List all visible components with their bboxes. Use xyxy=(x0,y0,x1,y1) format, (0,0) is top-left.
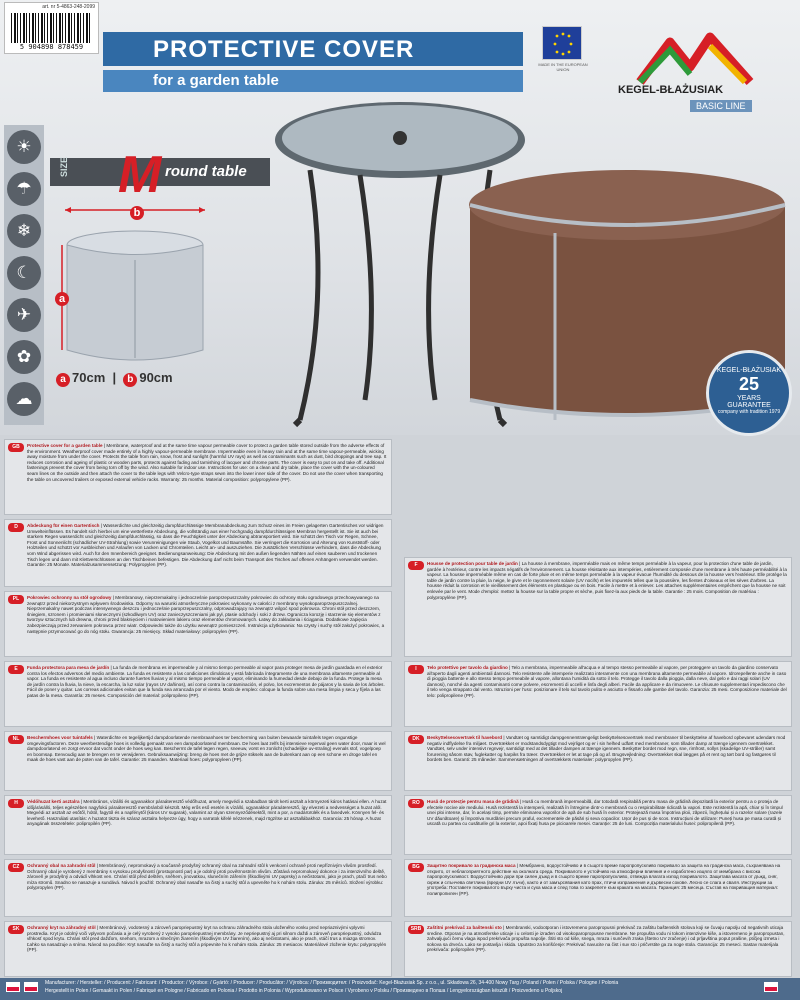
lang-text: | Membranowy, nieprzemakalny i jednocześnie paroprzepuszczalny pokrowiec do ochrony stołu ogrodowego przechowywanego na zewnątrz przed niekorzystnym wpływem środowiska. Odporny na warunki atmosferyczne pokrowiec wykonany w całości z membrany wysokoparoprzepuszczalnej. Nieprzemakalny nawet podczas intensywnego deszczu i jednocześnie paroprzepuszczalny, odprowadzający na zewnątrz wilgoć spod pokrowca. Chroni stół przed deszczem, śniegiem, szronem i promieniami słonecznymi (szkodliwym UV) oraz zanieczyszczeniami jak pył, ptasie odchody i soki z drzew. Ogranicza korozję i starzenie się elementów z tworzyw sztucznych lub drewna, chroni przed blaknięciem i matowieniem lakieru oraz elementów chromowanych. Łatwy do zakładania i ściągania. Dodatkowe zapięcia zabezpieczają przed zerwaniem pokrowca przez wiatr. Odpowiedni także do użytku wewnątrz pomieszczeń. Instrukcja użytkowania: Na czysty i suchy stół założyć pokrowiec, a następnie przymocować go do nóg stołu. Gwarancja: 25 miesięcy. Skład materiałowy: polipropylen (PP). xyxy=(27,595,385,634)
dim-a-value: 70cm xyxy=(72,370,106,385)
lang-text: | Membrános, vízálló és ugyanakkor páraáteresztő védőhuzat, amely megvédi a szabadban tárolt kerti asztalt a környezeti káros hatásai ellen. A huzat időjárásálló, teljes egészében nagyfokú páraáteresztő membránból készült. Még erős eső esetén is vízálló, ugyanakkor páraáteresztő, így elvezeti a nedvességet a huzat alól. Megvédi az asztalt az esőtől, hótól, fagytól és a napfénytől (káros UV sugarak), valamint az olyan szennyeződésektől, mint a por, a madárürülék és a fanedvek. Könnyen fel- és levehető. Használati utasítás: A huzatot tiszta és száraz asztalra helyezze úgy, hogy a varratok kifelé nézzenek, majd rögzítse az asztallábakhoz. Garancia: 25 hónap. A huzat anyagának összetétele: polipropilén (PP). xyxy=(27,799,387,827)
lang-code: SK xyxy=(8,925,24,934)
bird-icon: ✈ xyxy=(7,298,41,332)
barcode-bars xyxy=(11,13,92,43)
lang-text: | Wasserdichte und gleichzeitig dampfdurchlässige Membranabdeckung zum Schutz eines im Freien gelagerten Gartentisches vor widrigen Umwelteinflüssen. Es handelt sich hierbei um eine wetterfeste Abdeckung, die vollständig aus einer hochgradig dampfdurchlässigen Membran hergestellt ist. Sie ist auch bei starkem Regen wasserdicht und gleichzeitig dampfdurchlässig, so dass die Feuchtigkeit unter der Abdeckung abtransportiert wird. Sie schützt den Tisch vor Regen, Schnee, Frost und Sonnenlicht (schädlicher UV-Strahlung) sowie Verunreinigungen wie Staub, Vogelkot und Baumsäfte. Sie verringert die Korrosion und Alterung von Kunststoff- oder Holzteilen und schützt vor Ausbleichen und Anlaufen von Lacken und Chromteilen. Leicht an- und auszuziehen. Die zusätzlichen Verschlüsse verhindern, dass die Abdeckung vom Wind abgerissen wird. Auch für den Innenbereich geeignet. Bedienungsanweisung: Die Abdeckung mit den außen liegenden Nähten auf einen sauberen und trockenen Tisch legen und dann mit Klettverschlüssen an den Tischbeinen befestigen. Die Abdeckung darf nicht beim Transport des Tisches auf offenen Anhängern verwendet werden. Garantie: 25 Monate. Materialzusammensetzung: Polypropylen (PP). xyxy=(27,523,384,568)
lang-text: | Membránový, nepromokavý a současně prodyšný ochranný obal na zahradní stůl k venkovní ochraně proti nepříznivým vlivům prostředí. Ochranný obal je vyrobený z membrány s vysokou prodyšností (prostupností par) a je odolný proti povětrnostním vlivům. Zůstává nepromokavý dokonce i za intenzivního deště, zároveň je prodyšný a odvádí vlhkost ven. Chrání stůl před deštěm, sněhem, jinovatkou, slunečním zářením (škodlivými UV paprsky) a nečistotami, jako je prach, ptačí trus nebo míza stromů. Snadno se nasazuje a sundává. Návod k použití: Ochranný obal nasaďte na čistý a suchý stůl a upevněte ho k nohám stolu. Záruka: 25 měsíců. Složení výrobku: polypropylen (PP). xyxy=(27,863,387,891)
lang-title: Beskyttelsesovertræk til havebord xyxy=(427,735,503,740)
lang-text: | Membranski, vodootporan i istovremeno paropropusni prekrivač za zaštitu baštenskih stolova koji se čuvaju napolju od negativnih uticaja sredine. Otporan je na atmosferske uticaje i u celosti je izrađen od visokoparopropusne membrane. Ne propušta vodu ni tokom intenzivne kiše, a istovremeno je paropropustan, zahvaljujući čemu vlaga ispod prekrivača propušta napolje. Štiti sto od kiše, snega, mraza i sunčevih zraka (štetno UV zračenje) i od prljavština poput prašine, ptičjeg izmeta i sokova sa drveća. Lako se postavlja i skida. Uputstvo za korišćenje: Prekrivač navucite na čist i suv sto i pričvrstite ga za noge stola. Garancija: 25 meseci. Sastav materijala prekrivača: polipropilen (PP). xyxy=(427,925,785,953)
lang-text: | Husă cu membrană impermeabilă, dar totodată respirabilă pentru masa de grădină depozitată la exterior pentru a o proteja de efectele nocive ale mediului. Husă rezistentă la intemperii, realizată în întregime dintr-o membrană cu o respirabilitate ridicată la vapori. Este rezistentă la apă, chiar și în timpul unei ploi intense, dar, în același timp, permite eliminarea vaporilor de apă de sub husă în exterior. Protejează masa împotriva ploii, zăpezii, înghețului și a razelor solare (razele UV dăunătoare) și împotriva murdăriei precum praful, excrementele de păsări și seva copacilor. Ușor de pus și de scos. Instrucțiuni de utilizare: Puneți husa pe masa curată și uscată cu partea cu cusăturile gri la exterior, apoi fixați husa pe picioarele mesei. Garanție: 25 de luni. Compoziția materialului husei: polipropilenă (PP). xyxy=(427,799,783,827)
brand-logo-icon xyxy=(610,22,790,112)
lang-block xyxy=(404,731,792,791)
eu-flag-icon xyxy=(542,26,582,60)
page-subtitle: for a garden table xyxy=(153,72,279,89)
lang-code: DK xyxy=(408,735,424,744)
lang-block xyxy=(4,795,392,855)
eu-flag-caption: MADE IN THE EUROPEAN UNION xyxy=(538,62,588,72)
lang-code: H xyxy=(8,799,24,808)
lang-code: SRB xyxy=(408,925,424,934)
lang-title: Beschermhoes voor tuintafels xyxy=(27,735,93,740)
dim-a-marker: a xyxy=(55,292,69,306)
lang-title: Ochranný kryt na záhradný stôl xyxy=(27,925,96,930)
lang-block xyxy=(404,661,792,727)
lang-block xyxy=(404,859,792,917)
umbrella-icon: ☂ xyxy=(7,172,41,206)
sun-icon: ☀ xyxy=(7,130,41,164)
lang-block xyxy=(4,859,392,917)
lang-text: | La funda de membrana es impermeable y al mismo tiempo permeable al vapor para proteger mesa de jardín guardada en el exterior contra los efectos adversos del medio ambiente. La funda es resistente a las condiciones climáticas y está fabricada íntegramente de una membrana altamente permeable al vapor. La funda es resistente al agua incluso durante fuertes lluvias y al mismo tiempo permeable al vapor, eliminando la humedad desde debajo de la funda. Protege la mesa de jardín contra la lluvia, la nieve, la escarcha, la luz solar (rayos UV dañinos), así como contra la contaminación, el polvo, los excrementos de pájaros y la savia de los árboles. Fácil de poner y quitar. Las correas adicionales evitan que la funda sea arrancada por el viento. Modo de empleo: coloque la funda sobre una mesa limpia y seca y fíjela a las patas de la mesa. Garantía: 25 meses. Composición del material: polipropileno (PP). xyxy=(27,665,385,698)
lang-text: | Membrane, waterproof and at the same time vapour permeable cover to protect a garden table stored outside from the adverse effects of the environment. Weatherproof cover made entirely of a highly vapour-permeable membrane. Impermeable even in heavy rain and at the same time vapour-permeable, wicking away moisture from under the cover. Protects the table from rain, snow, frost and sunlight (harmful UV rays) as well as contaminants such as dust, bird droppings and tree sap. It reduces corrosion and ageing of plastic or wooden parts, protects against fading and tarnishing of lacquer and chrome parts. The cover is easy to put on and take off. Additional fastenings prevent the cover from being torn off by the wind. Also suitable for indoor use. Instructions for use: on a clean and dry table, place the cover with the un-coloured seam lines on the outside and then attach the cover to the table legs with Velcro-type straps sewn into the lower inner side of the cover. Do not use the cover when transporting the table on uncovered trailers or exposed external vehicle racks. Warranty: 25 months. Material composition: polypropylene (PP). xyxy=(27,443,387,482)
lang-title: Védőhuzat kerti asztalra xyxy=(27,799,80,804)
snowflake-icon: ❄ xyxy=(7,214,41,248)
size-shape-label: round table xyxy=(165,163,247,180)
guarantee-number: 25 xyxy=(738,374,760,394)
lang-text: | Vandtæt og samtidigt dampgennemtrængeligt beskyttelsesovertræk med membraner til beskyttelse af havebord opbevaret udendørs mod negativ indflydelse fra miljøet. Overtrækket er modstandsdygtigt mod vejrliget og er i sin helhed udført med membraner, som tillader damp at trænge igennem overtrækket. Vandtæt, selv under intensivt regnvejr, samtidigt med at det tillader dampen at trænge igennem. Beskytter bordet mod regn, sne, rimfrost, sollys (skadelige UV-stråler) samt forurening såsom støv, fuglekatter og harpiks fra træer. Overtrækket er let at tage på og af. Brugsvejledning: Overtrækket skal lægges på et rent og tørt bord og fastgøres til bordets ben. Garanti: 25 måneder. Sammensætningen af overtrækkets materialer: polypropylen (PP). xyxy=(427,735,786,763)
lang-text: | Membránový, vodotesný a zároveň paropriepustný kryt na ochranu záhradného stola uloženého vonku pred nepriaznivými vplyvmi prostredia. Kryt je odolný voči vplyvom počasia a je celý vyrobený z vysoko paropriepustnej membrány. Je nepriepustný aj pri silnom daždi a zároveň paropriepustný, odvádza vlhkosť spod krytu. Chráni stôl pred dažďom, snehom, mrazom a slnečným žiarením (škodlivým UV žiarením), ako aj nečistotami, ako je prach, vtáčí trus a miazga stromov. Ľahko sa nasadzuje a sníma. Návod na použitie: Kryt nasaďte na čistý a suchý stôl a pripevnite ho k nohám stola. Záruka: 25 mesiacov. Materiálové zloženie krytu: polypropylén (PP). xyxy=(27,925,387,953)
lang-code: BG xyxy=(408,863,424,872)
lang-block xyxy=(4,731,392,791)
lang-code: I xyxy=(408,665,424,674)
maple-leaf-icon: ✿ xyxy=(7,340,41,374)
lang-code: PL xyxy=(8,595,24,604)
lang-text: | Telo a membrana, impermeabile all'acqua e al tempo stesso permeabile al vapore, per proteggere un tavolo da giardino conservato all'aperto dagli agenti ambientali dannosi. Telo resistente alle intemperie realizzato interamente con una membrana altamente permeabile al vapore. Idrorepellente anche in caso di pioggia battente e allo stesso tempo permeabile al vapore, allontana l'umidità da sotto il telo. Protegge il tavolo dalla pioggia, dalla neve, dal gelo e dai raggi solari (UV dannosi), nonché da agenti contaminanti come polvere, escrementi di uccelli e linfa degli alberi. Facile da applicare e da rimuovere. Le chiusure supplementari impediscono che il telo venga strappato dal vento. Istruzioni per l'uso: posizionare il telo sul tavolo pulito e asciutto e fissarlo alle gambe del tavolo. Garanzia: 25 mesi. Composizione materiale del telo: polipropilene (PP). xyxy=(427,665,787,698)
page-title: PROTECTIVE COVER xyxy=(153,36,415,63)
dim-b-badge: b xyxy=(123,373,137,387)
lang-block xyxy=(4,661,392,727)
lang-title: Abdeckung für einen Gartentisch xyxy=(27,523,100,528)
lang-block xyxy=(404,921,792,977)
lang-title: Ochranný obal na zahradní stůl xyxy=(27,863,96,868)
dimensions: a 70cm | b 90cm xyxy=(56,370,173,387)
subtitle-bar xyxy=(103,70,523,92)
poland-flag-icon xyxy=(6,982,20,992)
guarantee-brand: KEGEL-BŁAŻUSIAK xyxy=(716,367,782,374)
lang-title: Protective cover for a garden table xyxy=(27,443,103,448)
lang-code: E xyxy=(8,665,24,674)
descriptions xyxy=(0,435,800,980)
moon-icon: ☾ xyxy=(7,256,41,290)
guarantee-badge xyxy=(706,350,792,436)
title-bar xyxy=(103,32,523,66)
cover-diagram xyxy=(60,200,210,370)
basic-line-badge: BASIC LINE xyxy=(690,100,752,112)
lang-title: Husă de protecție pentru masa de grădină xyxy=(427,799,519,804)
lang-title: Housse de protection pour table de jardin xyxy=(427,561,518,566)
barcode-label xyxy=(4,2,99,54)
poland-flag-icon xyxy=(24,982,38,992)
made-in-line: Hergestellt in Polen / Gemaakt in Polen / Fabriqué en Pologne / Fabricado en Polonia / Prodotto in Polonia / Wyprodukowano w Polsce / Vyrobeno v Polsku / Произведено в Полша / Lengyelországban készült / Proizvedeno u Poljskoj xyxy=(45,988,563,994)
poland-flag-icon xyxy=(764,982,778,992)
lang-title: Zaštitni prekrivač za baštenski sto xyxy=(427,925,502,930)
lang-block xyxy=(4,519,392,587)
lang-block xyxy=(4,591,392,657)
guarantee-label: GUARANTEE xyxy=(727,402,771,409)
cloud-rain-icon: ☁ xyxy=(7,382,41,416)
lang-code: CZ xyxy=(8,863,24,872)
weather-icons-column xyxy=(4,125,44,425)
guarantee-years: YEARS xyxy=(737,395,761,402)
lang-block xyxy=(4,439,392,515)
dim-b-value: 90cm xyxy=(139,370,173,385)
lang-title: Funda protectora para mesa de jardín xyxy=(27,665,110,670)
dim-a-badge: a xyxy=(56,373,70,387)
dim-b-marker: b xyxy=(130,206,144,220)
lang-block xyxy=(404,795,792,855)
brand-name: KEGEL-BŁAŻUSIAK xyxy=(618,84,724,96)
size-letter: M xyxy=(118,146,162,204)
guarantee-claim: company with tradition 1979 xyxy=(717,409,781,415)
lang-title: Pokrowiec ochronny na stół ogrodowy xyxy=(27,595,112,600)
lang-text: | Waterdichte en tegelijkertijd dampdoorlatende membraanhoes ter bescherming van buiten bewaarde tuintafels tegen ongunstige omgevingsfactoren. Deze weerbestendige hoes is volledig gemaakt van een dampdoorlatend membraan. De hoes laat zelfs bij intensieve regenval geen water door, maar is wel dampdoorlatend en zorgt ervoor dat vocht onder de hoes weg kan. Beschermt de tafel tegen regen, sneeuw, vorst en zonlicht (schadelijke uv-straling) evenals stof, vogelpoep en boomsap. Eenvoudig aan te brengen en te verwijderen. Gebruiksaanwijzing: breng de hoes met de grijze stiksels aan de buitenkant aan op een schone en droge tafel en maak de hoes vast aan de poten van de tafel. Garantie: 25 maanden. Materiaal hoes: polypropyleen (PP). xyxy=(27,735,386,763)
size-small-label: SIZE xyxy=(59,156,70,178)
lang-title: Защитно покривало за градинска маса xyxy=(427,863,516,868)
lang-block xyxy=(404,557,792,657)
lang-text: | Мембранно, водоустойчиво и в същото време паропропускливо покривало за защита на градинска маса, съхранявана на открито, от неблагоприятното действие на околната среда. Покривалото е устойчиво на атмосферни влияния и е изработено изцяло от мембрана с висока паропропускливост. Водоустойчиво дори при силен дъжд и в същото време паропропускливо, отвежда влагата изпод покривалото. Защитава масата от дъжд, сняг, скреж и слънчева светлина (вредни UV лъчи), както и от замърсявания като прах, птичи изпражнения и дървесни сокове. Лесно се слага и сваля. Инструкции за употреба: Поставете покривалото върху чиста и суха маса и след това го закрепете към краката на масата. Гаранция: 25 месеца. Състав на покриващия материал: полипропилен (PP). xyxy=(427,863,781,896)
lang-code: D xyxy=(8,523,24,532)
lang-code: F xyxy=(408,561,424,570)
product-hero xyxy=(0,0,800,435)
lang-text: | La housse à membrane, imperméable mais en même temps perméable à la vapeur, pour la protection d'une table de jardin, gardée à l'extérieur, contre les impacts négatifs de l'environnement. La housse résistante aux intempéries, entièrement composée d'une membrane à très haute perméabilité à la vapeur. La housse imperméable même en cas de forte pluie et en même temps perméable à la vapeur évacue l'humidité du dessous de la housse vers l'extérieur. Elle protège la table de jardin contre la pluie, la neige, le givre et le rayonnement solaire (UV nocifs) et les impuretés telles que la poussière, les fientes d'oiseaux et les sèves d'arbres. La housse réduit la corrosion et le vieillissement des éléments en plastique ou en bois. Facile à mettre et à enlever. Les attaches supplémentaires empêchent que la housse ne soit enlevée par le vent. Mode d'emploi: mettez la housse sur la table propre et sèche, puis fixez-la aux pieds de la table. Garantie : 25 mois. Composition de matériau : polypropylène (PP). xyxy=(427,561,787,600)
lang-block xyxy=(4,921,392,977)
lang-code: RO xyxy=(408,799,424,808)
footer xyxy=(0,978,800,1000)
lang-title: Telo protettivo per tavolo da giardino xyxy=(427,665,508,670)
manufacturer-line: Manufacturer: / Hersteller: / Producent: / Fabricant: / Productor: / Výrobce: / Gyártó: / Producer: / Producător: / Výrobca: / Производител: / Proizvođač: Kegel-Błażusiak Sp. z o.o., ul. Składowa 26, 34-400 Nowy Targ / Poland / Polen / Polska / Pologne / Polonia xyxy=(45,980,619,986)
lang-code: GB xyxy=(8,443,24,452)
lang-code: NL xyxy=(8,735,24,744)
article-number: art. nr 5-4863-248-2099 xyxy=(42,4,95,10)
barcode-number: 5 904898 878459 xyxy=(19,43,84,51)
